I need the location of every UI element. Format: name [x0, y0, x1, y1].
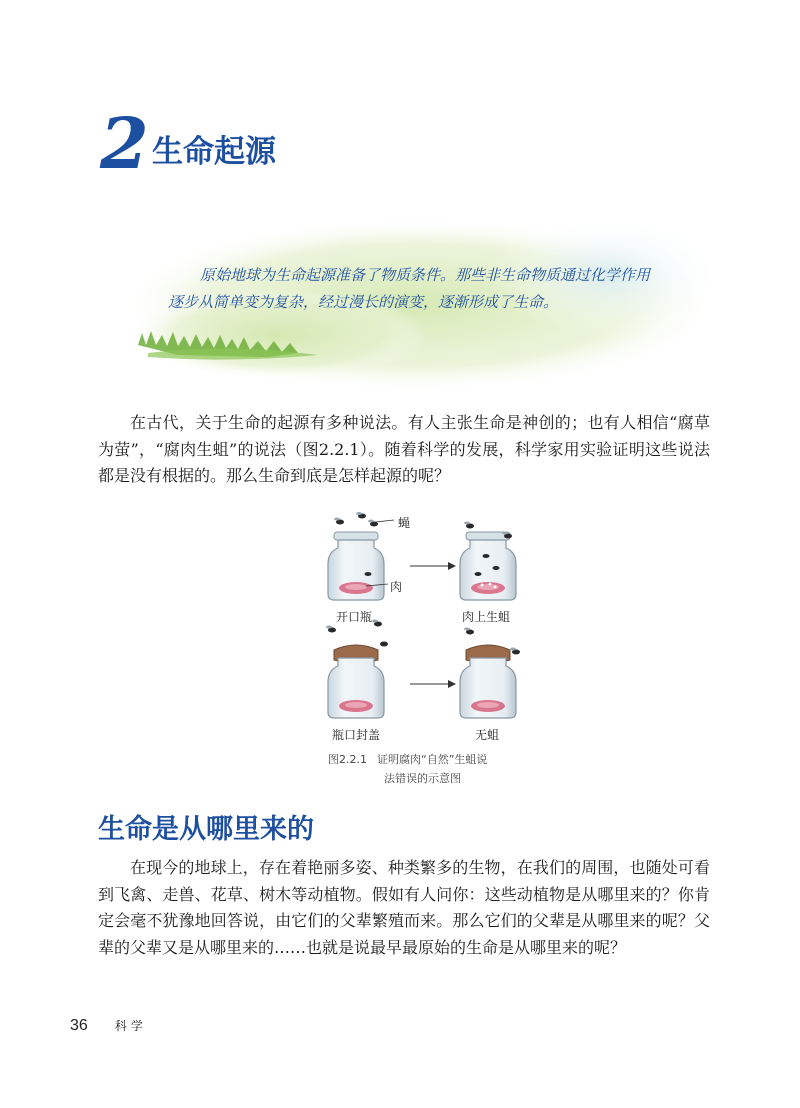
- jar-experiment-illustration: [320, 512, 530, 752]
- figure-caption-line2: 法错误的示意图: [384, 772, 461, 785]
- page-footer: [70, 1015, 147, 1035]
- paragraph-origin-views: 在古代，关于生命的起源有多种说法。有人主张生命是神创的；也有人相信“腐草为萤”，“腐肉生蛆”的说法（图2.2.1）。随着科学的发展，科学家用实验证明这些说法都是没有根据的。那么生命到底是怎样起源的呢？: [98, 413, 710, 485]
- label-open-jar: 开口瓶: [336, 610, 373, 624]
- label-maggot-jar: 肉上生蛆: [462, 610, 511, 624]
- sealed-jar: [328, 645, 384, 718]
- section-title: 生命是从哪里来的: [98, 814, 314, 845]
- sealed-jar-no-maggots: [460, 645, 516, 718]
- chapter-name: 生命起源: [152, 134, 276, 170]
- figure-caption-number: 图2.2.1: [328, 753, 367, 766]
- footer-subject: 科学: [114, 1019, 147, 1033]
- label-no-maggot-jar: 无蛆: [475, 728, 500, 742]
- open-jar: [328, 532, 384, 600]
- paragraph-where-life-from: 在现今的地球上，存在着艳丽多姿、种类繁多的生物，在我们的周围，也随处可看到飞禽、走兽、花草、树木等动植物。假如有人问你：这些动植物是从哪里来的？你肯定会毫不犹豫地回答说，由它们的父辈繁殖而来。那么它们的父辈是从哪里来的呢？父辈的父辈又是从哪里来的……也就是说最早最原始的生命是从哪里来的呢？: [98, 858, 710, 957]
- label-fly: 蝇: [398, 516, 411, 530]
- label-meat: 肉: [390, 580, 403, 594]
- chapter-number: 2: [100, 102, 149, 185]
- page-number: 36: [70, 1017, 88, 1034]
- figure-caption-line1: 证明腐肉“自然”生蛆说: [377, 753, 488, 766]
- jar-with-maggots: [460, 532, 516, 600]
- label-sealed-jar: 瓶口封盖: [332, 728, 381, 742]
- intro-text: 原始地球为生命起源准备了物质条件。那些非生命物质通过化学作用逐步从简单变为复杂，经过漫长的演变，逐渐形成了生命。: [168, 266, 651, 311]
- figure-caption: [328, 750, 538, 788]
